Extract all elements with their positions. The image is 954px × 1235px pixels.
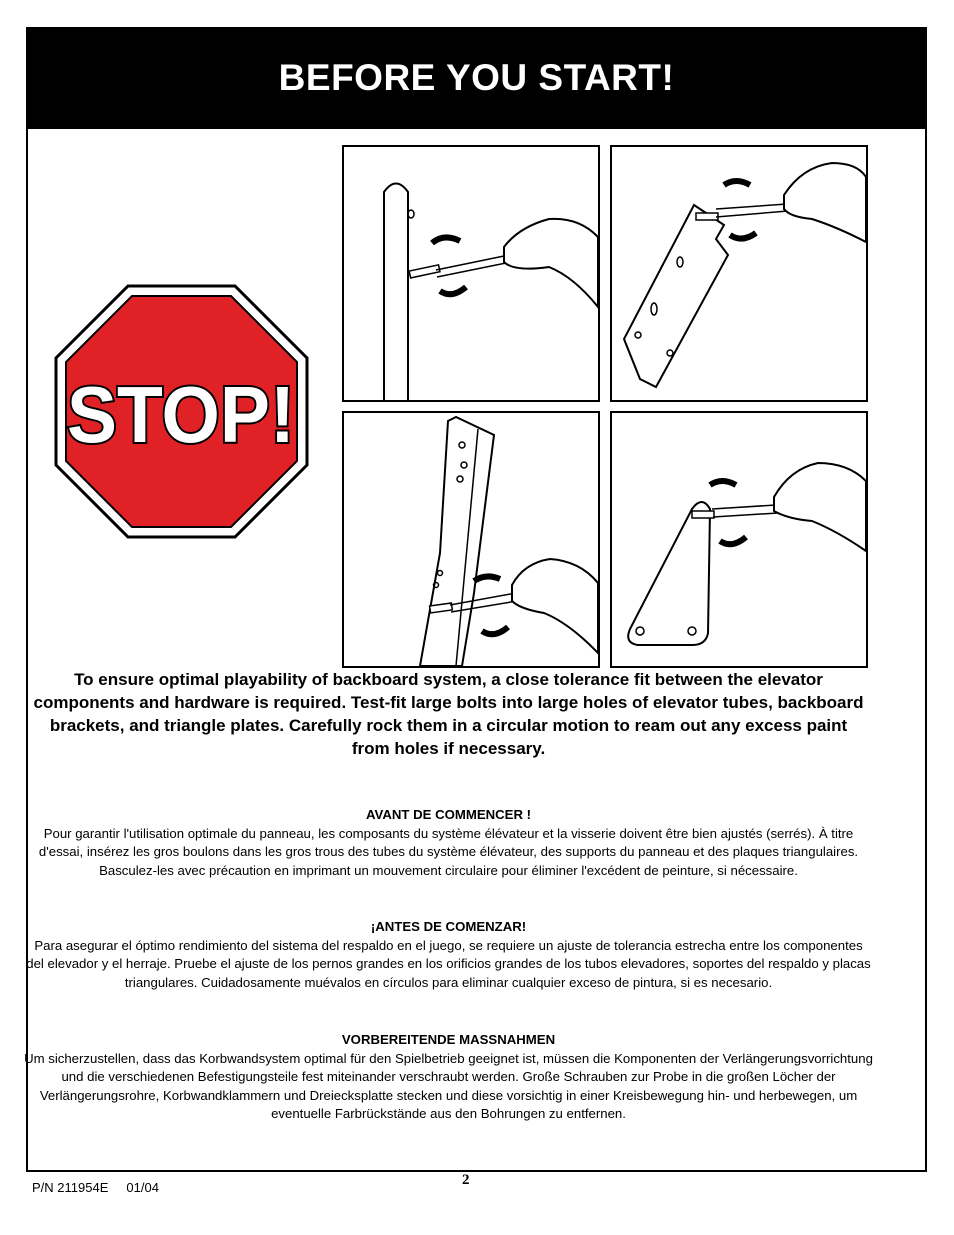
french-section [24,806,873,880]
stop-sign-text: STOP! [67,370,295,459]
german-title: VORBEREITENDE MASSNAHMEN [341,1032,556,1047]
header-bar [28,29,925,129]
page-number: 2 [462,1172,470,1188]
german-body: Um sicherzustellen, dass das Korbwandsystem optimal für den Spielbetrieb geeignet ist, müssen die Komponenten der Verlängerungsvorrichtung und die verschiedenen Befestigungsteile fest miteinander verschraubt werden. Große Schrauben zur Probe in die großen Löcher der Verlängerungsrohre, Korbwandklammern und Dreiecksplatte stecken und diese vorsichtig in einer Kreisbewegung hin- und herbewegen, um eventuelle Farbrückstände aus den Bohrungen zu entfernen. [24,1050,873,1121]
french-body: Pour garantir l'utilisation optimale du panneau, les composants du système élévateur et la visserie doivent être bien ajustés (serrés). À titre d'essai, insérez les gros boulons dans les gros trous des tubes du système élévateur, des supports du panneau et des plaques triangulaires. Basculez-les avec précaution en imprimant un mouvement circulaire pour éliminer l'excédent de peinture, si nécessaire. [38,825,859,878]
stop-sign [54,284,309,539]
illustration-triangle-plate [610,411,868,668]
spanish-body: Para asegurar el óptimo rendimiento del sistema del respaldo en el juego, se requiere un ajuste de tolerancia estrecha entre los componentes del elevador y el herraje. Pruebe el ajuste de los pernos grandes en los orificios grandes de los tubos elevadores, soportes del respaldo y placas triangulares. Cuidadosamente muévalos en círculos para eliminar cualquier exceso de pintura, si es necesario. [26,937,871,990]
page-frame [26,27,927,1172]
intro-paragraph: To ensure optimal playability of backboard system, a close tolerance fit between the elevator components and hardware is required. Test-fit large bolts into large holes of elevator tubes, backboard brackets, and triangle plates. Carefully rock them in a circular motion to ream out any excess paint from holes if necessary. [33,670,864,758]
spanish-title: ¡ANTES DE COMENZAR! [370,919,527,934]
page-title: BEFORE YOU START! [278,57,675,98]
french-title: AVANT DE COMMENCER ! [365,807,532,822]
spanish-section [24,918,873,992]
illustration-vertical-bracket [342,411,600,668]
illustration-elevator-tube [342,145,600,402]
part-number: P/N 211954E 01/04 [32,1180,159,1195]
german-section [24,1031,873,1124]
illustration-backboard-bracket [610,145,868,402]
